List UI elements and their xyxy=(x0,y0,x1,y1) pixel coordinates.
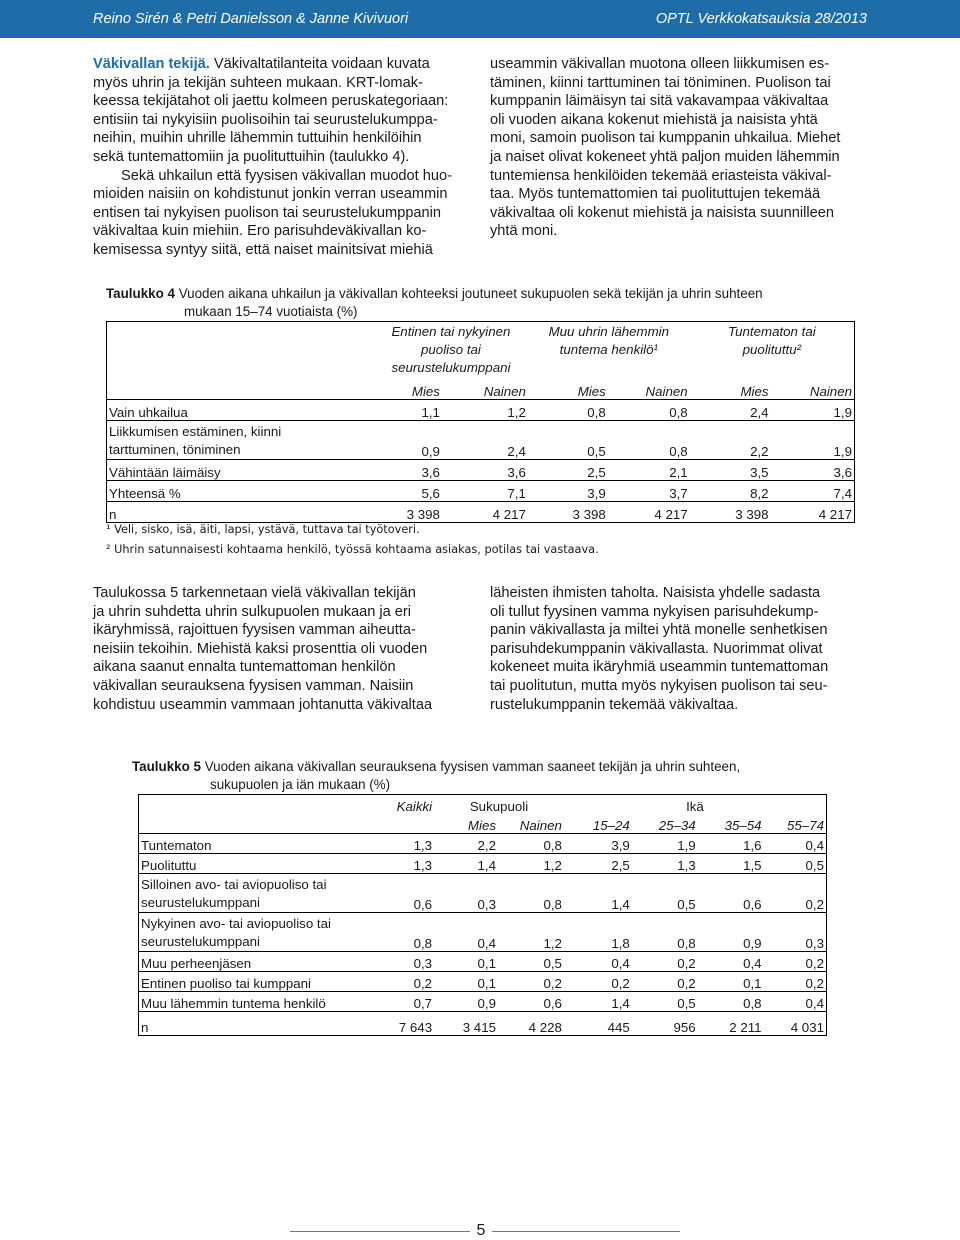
intro-paragraph-2 xyxy=(93,167,470,260)
intro-line: neihin, muihin uhrille lähemmin tuttuihin henkilöihin xyxy=(93,130,422,147)
table4-col-header: Nainen xyxy=(771,379,855,400)
table5-row-label: n xyxy=(139,1012,371,1036)
header-authors: Reino Sirén & Petri Danielsson & Janne Kivivuori xyxy=(93,11,409,27)
table-row: Liikkumisen estäminen, kiinni tarttuminen, töniminen 0,9 2,4 0,5 0,8 2,2 1,9 xyxy=(107,421,855,460)
table4-group-header: Muu uhrin lähemmin tuntema henkilö¹ xyxy=(528,322,690,380)
table5-row-label: Muu perheenjäsen xyxy=(139,952,371,972)
table4-group-header-row xyxy=(107,322,855,380)
intro-line: Väkivallan tekijä. Väkivaltatilanteita voidaan kuvata xyxy=(93,56,430,72)
body2-left-column: Taulukossa 5 tarkennetaan vielä väkivallan tekijän ja uhrin suhdetta uhrin sulkupuolen mukaan ja eri ikäryhmissä, rajoittuen fyysisen vamman aiheutta- neisiin tekoihin. Miehistä kaksi prosenttia oli vuoden aikana saanut ennalta tuntemattoman henkilön väkivallan seurauksena fyysisen vamman. Naisiin kohdistuu useammin vammaan johtanutta väkivaltaa xyxy=(93,585,433,713)
table5-row-label: Silloinen avo- tai aviopuoliso tai seurustelukumppani xyxy=(139,874,371,913)
table5-row-label: Muu lähemmin tuntema henkilö xyxy=(139,992,371,1012)
table-row: Vähintään läimäisy 3,6 3,6 2,5 2,1 3,5 3,6 xyxy=(107,460,855,481)
table5-col-header: Mies xyxy=(434,814,498,834)
section-heading: Väkivallan tekijä. xyxy=(93,56,210,72)
table4-col-header: Mies xyxy=(528,379,608,400)
table5-col-header: Kaikki xyxy=(370,795,434,815)
table5-col-header: 25–34 xyxy=(632,814,698,834)
table4-caption-text: Vuoden aikana uhkailun ja väkivallan kohteeksi joutuneet sukupuolen sekä tekijän ja uhrin suhteen xyxy=(178,286,763,301)
table5-col-header: 15–24 xyxy=(564,814,632,834)
table5-col-header: 55–74 xyxy=(764,814,827,834)
page-number: 5 xyxy=(470,1222,492,1240)
table4-caption xyxy=(106,285,866,320)
table-row: n 7 643 3 415 4 228 445 956 2 211 4 031 xyxy=(139,1012,827,1036)
table4 xyxy=(106,321,855,523)
table5-group-header: Sukupuoli xyxy=(434,795,564,815)
table-row: Yhteensä % 5,6 7,1 3,9 3,7 8,2 7,4 xyxy=(107,481,855,502)
table5-col-header: 35–54 xyxy=(698,814,764,834)
table5-row-label: Entinen puoliso tai kumppani xyxy=(139,972,371,992)
table-row: Puolituttu 1,3 1,4 1,2 2,5 1,3 1,5 0,5 xyxy=(139,854,827,874)
intro-right-paragraph: useammin väkivallan muotona olleen liikkumisen es- täminen, kiinni tarttuminen tai töniminen. Puolison tai kumppanin läimäisyn tai sitä vakavampaa väkivaltaa oli vuoden aikana kokenut miehistä ja naisista yhtä moni, samoin puolison tai kumppanin uhkailua. Miehet ja naiset olivat kokeneet yhtä paljon muiden lähemmin tuntemiensa henkilöiden tekemää eriasteista väkival- taa. Myös tuntemattomien tai puolituttujen tekemää väkivaltaa oli kokenut miehistä ja naisista suunnilleen yhtä moni. xyxy=(490,56,841,240)
table4-col-header: Mies xyxy=(690,379,771,400)
table4-row-label: Yhteensä % xyxy=(107,481,375,502)
table4-col-header: Mies xyxy=(374,379,442,400)
table-row: Muu perheenjäsen 0,3 0,1 0,5 0,4 0,2 0,4 0,2 xyxy=(139,952,827,972)
table5 xyxy=(138,794,827,1036)
body2-right-column: läheisten ihmisten taholta. Naisista yhdelle sadasta oli tullut fyysinen vamma nykyisen parisuhdekump- panin väkivallasta ja miltei yhtä monelle senhetkisen parisuhdekumppanin väkivallasta. Nuorimmat olivat kokeneet muita ikäryhmiä useammin tuntemattoman tai puolitutun, mutta myös nykyisen puolison tai seu- rustelukumppanin tekemää väkivaltaa. xyxy=(490,585,829,713)
intro-line: myös uhrin ja tekijän suhteen mukaan. KRT-lomak- xyxy=(93,74,423,91)
table4-row-label: Vähintään läimäisy xyxy=(107,460,375,481)
table4-col-header: Nainen xyxy=(442,379,528,400)
table5-row-label: Puolituttu xyxy=(139,854,371,874)
table4-row-label: n xyxy=(107,502,375,523)
intro-right-column xyxy=(490,55,867,241)
table4-row-label: Vain uhkailua xyxy=(107,400,375,421)
table5-col-header: Nainen xyxy=(498,814,564,834)
table4-footnote: ¹ Veli, sisko, isä, äiti, lapsi, ystävä, tuttava tai työtoveri. xyxy=(106,523,420,536)
table5-caption xyxy=(132,758,872,793)
table-row: Tuntematon 1,3 2,2 0,8 3,9 1,9 1,6 0,4 xyxy=(139,834,827,854)
table5-caption-text: Vuoden aikana väkivallan seurauksena fyysisen vamman saaneet tekijän ja uhrin suhteen, xyxy=(204,759,741,774)
table4-row-label: Liikkumisen estäminen, kiinni tarttuminen, töniminen xyxy=(107,421,375,460)
intro-left-column xyxy=(93,55,470,260)
table4-sub-header-row xyxy=(107,379,855,400)
intro-line: entisen tai nykyisen puolison tai seurustelukumppanin xyxy=(93,204,442,221)
intro-line: Sekä uhkailun että fyysisen väkivallan muodot huo- xyxy=(121,167,452,184)
table4-col-header: Nainen xyxy=(608,379,690,400)
header-series: OPTL Verkkokatsauksia 28/2013 xyxy=(655,11,867,27)
table5-label: Taulukko 5 xyxy=(132,759,201,774)
intro-line: keessa tekijätahot oli jaettu kolmeen peruskategoriaan: xyxy=(93,93,449,110)
table5-group-header-row xyxy=(139,795,827,815)
table4-footnote: ² Uhrin satunnaisesti kohtaama henkilö, työssä kohtaama asiakas, potilas tai vastaava. xyxy=(106,543,599,556)
table-row: n 3 398 4 217 3 398 4 217 3 398 4 217 xyxy=(107,502,855,523)
table-row: Vain uhkailua 1,1 1,2 0,8 0,8 2,4 1,9 xyxy=(107,400,855,421)
intro-line: sekä tuntemattomiin ja puolituttuihin (taulukko 4). xyxy=(93,148,410,165)
table-row: Muu lähemmin tuntema henkilö 0,7 0,9 0,6 1,4 0,5 0,8 0,4 xyxy=(139,992,827,1012)
table5-row-label: Nykyinen avo- tai aviopuoliso tai seurustelukumppani xyxy=(139,913,371,952)
table-row: Nykyinen avo- tai aviopuoliso tai seurustelukumppani 0,8 0,4 1,2 1,8 0,8 0,9 0,3 xyxy=(139,913,827,952)
table-row: Entinen puoliso tai kumppani 0,2 0,1 0,2 0,2 0,2 0,1 0,2 xyxy=(139,972,827,992)
table5-group-header: Ikä xyxy=(564,795,827,815)
intro-line: kemisessa syntyy siitä, että naiset mainitsivat miehiä xyxy=(93,241,433,258)
intro-line: entisiin tai nykyisiin puolisoihin tai seurustelukumppa- xyxy=(93,111,438,128)
table4-group-header: Tuntematon tai puolituttu² xyxy=(690,322,855,380)
table4-group-header: Entinen tai nykyinen puoliso tai seurustelukumppani xyxy=(374,322,528,380)
running-header xyxy=(0,0,960,38)
intro-line: väkivaltaa kuin miehiin. Ero parisuhdeväkivallan ko- xyxy=(93,223,427,240)
table-row: Silloinen avo- tai aviopuoliso tai seurustelukumppani 0,6 0,3 0,8 1,4 0,5 0,6 0,2 xyxy=(139,874,827,913)
intro-paragraph-1 xyxy=(93,55,470,167)
table5-sub-header-row xyxy=(139,814,827,834)
table4-caption-cont: mukaan 15–74 vuotiaista (%) xyxy=(184,303,358,319)
table5-row-label: Tuntematon xyxy=(139,834,371,854)
table4-label: Taulukko 4 xyxy=(106,286,175,301)
intro-line: mioiden naisiin on kohdistunut jonkin verran useammin xyxy=(93,186,448,203)
table5-caption-cont: sukupuolen ja iän mukaan (%) xyxy=(210,776,391,792)
